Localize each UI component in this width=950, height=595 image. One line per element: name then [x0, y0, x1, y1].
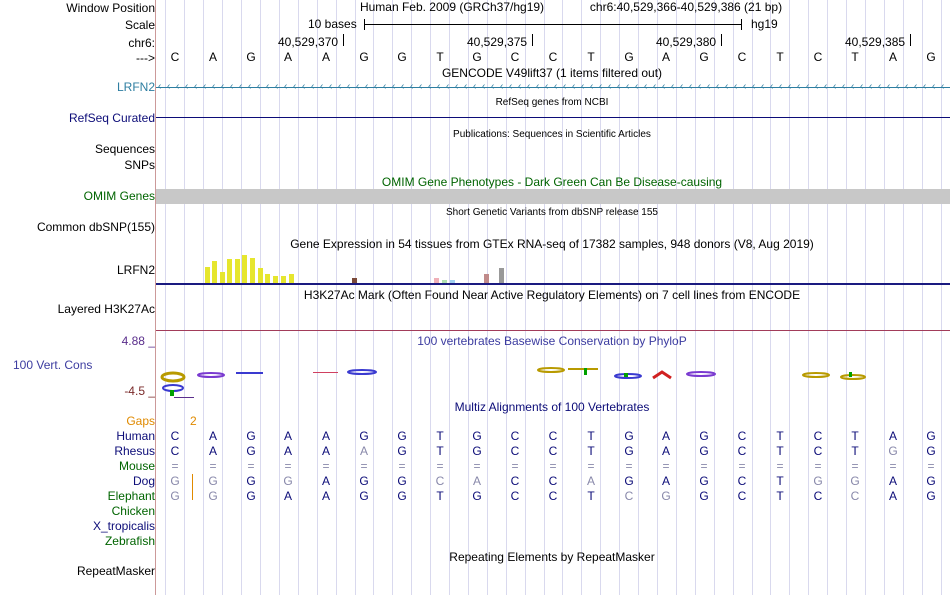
alignment-base-dog: C	[435, 474, 445, 488]
base-letter: G	[397, 50, 407, 64]
gtex-tissue-bar	[434, 278, 439, 283]
track-label-h3k27ac[interactable]: Layered H3K27Ac	[57, 302, 155, 316]
phylop-baseline	[174, 397, 194, 398]
strand-chevron: ‹	[653, 81, 657, 92]
alignment-base-human: G	[246, 429, 256, 443]
gtex-tissue-bar	[250, 258, 255, 283]
track-area	[156, 0, 950, 595]
alignment-base-rhesus: C	[170, 444, 180, 458]
track-label-gaps[interactable]: Gaps	[126, 414, 155, 428]
strand-chevron: ‹	[716, 81, 720, 92]
gtex-tissue-bar	[352, 278, 357, 283]
track-labels	[0, 0, 155, 595]
alignment-base-elephant: G	[397, 489, 407, 503]
alignment-base-human: A	[321, 429, 330, 443]
alignment-base-human: C	[813, 429, 823, 443]
alignment-base-elephant: C	[850, 489, 860, 503]
strand-chevron: ‹	[824, 81, 828, 92]
alignment-base-human: A	[208, 429, 217, 443]
strand-chevron: ‹	[554, 81, 558, 92]
alignment-base-elephant: G	[472, 489, 482, 503]
alignment-base-dog: G	[699, 474, 709, 488]
strand-chevron: ‹	[734, 81, 738, 92]
alignment-base-elephant: T	[436, 489, 444, 503]
gap-marker	[192, 474, 193, 500]
alignment-base-dog: G	[624, 474, 634, 488]
alignment-base-rhesus: G	[888, 444, 898, 458]
track-label-lrfn2-gencode[interactable]: LRFN2	[116, 80, 155, 94]
alignment-base-elephant: G	[208, 489, 218, 503]
coord-1: 40,529,370	[278, 35, 339, 49]
strand-chevron: ‹	[878, 81, 882, 92]
track-label-arrow[interactable]: --->	[136, 51, 155, 65]
alignment-base-human: T	[587, 429, 595, 443]
alignment-base-mouse: =	[776, 459, 784, 473]
strand-chevron: ‹	[743, 81, 747, 92]
strand-chevron: ‹	[338, 81, 342, 92]
alignment-base-human: G	[472, 429, 482, 443]
gtex-tissue-bar	[442, 280, 447, 283]
alignment-base-elephant: C	[737, 489, 747, 503]
alignment-base-dog: G	[170, 474, 180, 488]
coord-3: 40,529,380	[656, 35, 717, 49]
alignment-base-human: A	[283, 429, 292, 443]
alignment-base-human: T	[436, 429, 444, 443]
alignment-base-mouse: =	[247, 459, 255, 473]
track-label-human[interactable]: Human	[116, 429, 155, 443]
base-letter: A	[283, 50, 292, 64]
alignment-base-elephant: C	[813, 489, 823, 503]
gtex-tissue-bar	[273, 276, 278, 283]
scale-text: 10 bases	[308, 17, 357, 31]
alignment-base-human: G	[699, 429, 709, 443]
alignment-base-dog: G	[359, 474, 369, 488]
alignment-base-mouse: =	[209, 459, 217, 473]
alignment-base-elephant: T	[587, 489, 595, 503]
strand-chevron: ‹	[671, 81, 675, 92]
gtex-tissue-bar	[450, 280, 455, 283]
gtex-tissue-bar	[235, 259, 240, 283]
alignment-base-dog: G	[208, 474, 218, 488]
strand-chevron: ‹	[680, 81, 684, 92]
alignment-base-dog: A	[661, 474, 670, 488]
track-label-chicken[interactable]: Chicken	[111, 504, 155, 518]
alignment-base-elephant: A	[283, 489, 292, 503]
alignment-base-rhesus: C	[548, 444, 558, 458]
strand-chevron: ‹	[608, 81, 612, 92]
h3k27ac-signal-line[interactable]	[156, 330, 950, 331]
dbsnp-title: Short Genetic Variants from dbSNP release 155	[446, 207, 658, 218]
base-letter: T	[851, 50, 859, 64]
track-label-dbsnp[interactable]: Common dbSNP(155)	[36, 220, 155, 234]
track-label-mouse[interactable]: Mouse	[118, 459, 155, 473]
alignment-base-rhesus: G	[624, 444, 634, 458]
alignment-base-elephant: C	[510, 489, 520, 503]
alignment-base-dog: A	[888, 474, 897, 488]
alignment-base-dog: A	[472, 474, 481, 488]
strand-chevron: ‹	[869, 81, 873, 92]
strand-chevron: ‹	[239, 81, 243, 92]
strand-chevron: ‹	[932, 81, 936, 92]
alignment-base-dog: A	[586, 474, 595, 488]
strand-chevron: ‹	[572, 81, 576, 92]
alignment-base-rhesus: A	[208, 444, 217, 458]
gtex-tissue-bar	[205, 267, 210, 283]
alignment-base-elephant: G	[926, 489, 936, 503]
strand-chevron: ‹	[248, 81, 252, 92]
strand-chevron: ‹	[626, 81, 630, 92]
alignment-base-elephant: G	[661, 489, 671, 503]
h3k27ac-title: H3K27Ac Mark (Often Found Near Active Regulatory Elements) on 7 cell lines from ENCODE	[303, 288, 801, 302]
gtex-tissue-bar	[265, 274, 270, 283]
strand-chevron: ‹	[518, 81, 522, 92]
alignment-base-human: T	[851, 429, 859, 443]
alignment-base-elephant: A	[888, 489, 897, 503]
alignment-base-human: A	[661, 429, 670, 443]
base-letter: G	[246, 50, 256, 64]
alignment-base-rhesus: T	[436, 444, 444, 458]
alignment-base-dog: C	[510, 474, 520, 488]
alignment-base-human: A	[888, 429, 897, 443]
strand-chevron: ‹	[851, 81, 855, 92]
alignment-base-mouse: =	[662, 459, 670, 473]
strand-chevron: ‹	[392, 81, 396, 92]
base-letter: G	[926, 50, 936, 64]
strand-chevron: ‹	[815, 81, 819, 92]
base-letter: G	[472, 50, 482, 64]
alignment-base-dog: C	[548, 474, 558, 488]
gtex-tissue-bar	[484, 274, 489, 283]
alignment-base-dog: G	[850, 474, 860, 488]
track-label-repeatmasker[interactable]: RepeatMasker	[76, 564, 155, 578]
strand-chevron: ‹	[203, 81, 207, 92]
strand-chevron: ‹	[266, 81, 270, 92]
alignment-base-mouse: =	[398, 459, 406, 473]
alignment-base-rhesus: C	[813, 444, 823, 458]
strand-chevron: ‹	[212, 81, 216, 92]
alignment-base-mouse: =	[851, 459, 859, 473]
strand-chevron: ‹	[887, 81, 891, 92]
strand-chevron: ‹	[833, 81, 837, 92]
alignment-base-rhesus: G	[699, 444, 709, 458]
alignment-base-dog: G	[813, 474, 823, 488]
alignment-base-mouse: =	[587, 459, 595, 473]
strand-chevron: ‹	[158, 81, 162, 92]
strand-chevron: ‹	[581, 81, 585, 92]
strand-chevron: ‹	[221, 81, 225, 92]
refseq-gene-line[interactable]	[156, 117, 950, 118]
strand-chevron: ‹	[437, 81, 441, 92]
base-letter: C	[813, 50, 823, 64]
alignment-base-mouse: =	[927, 459, 935, 473]
strand-chevron: ‹	[941, 81, 945, 92]
alignment-base-mouse: =	[700, 459, 708, 473]
track-label-window-position[interactable]: Window Position	[66, 1, 155, 15]
base-letter: A	[208, 50, 217, 64]
alignment-base-dog: G	[926, 474, 936, 488]
strand-chevron: ‹	[545, 81, 549, 92]
alignment-base-mouse: =	[511, 459, 519, 473]
alignment-base-mouse: =	[889, 459, 897, 473]
strand-chevron: ‹	[770, 81, 774, 92]
position-text: chr6:40,529,366-40,529,386 (21 bp)	[589, 0, 783, 14]
base-letter: C	[737, 50, 747, 64]
alignment-base-rhesus: T	[587, 444, 595, 458]
strand-chevron: ‹	[842, 81, 846, 92]
strand-chevron: ‹	[356, 81, 360, 92]
scale-bar-right-tick	[741, 19, 742, 30]
strand-chevron: ‹	[311, 81, 315, 92]
alignment-base-mouse: =	[625, 459, 633, 473]
gtex-tissue-bar	[220, 272, 225, 283]
alignment-base-rhesus: A	[359, 444, 368, 458]
coord-2: 40,529,375	[467, 35, 528, 49]
strand-chevron: ‹	[698, 81, 702, 92]
gtex-tissue-bar	[289, 274, 294, 283]
track-label-scale[interactable]: Scale	[124, 18, 155, 32]
strand-chevron: ‹	[707, 81, 711, 92]
alignment-base-dog: G	[283, 474, 293, 488]
base-letter: G	[624, 50, 634, 64]
alignment-base-human: T	[776, 429, 784, 443]
alignment-base-elephant: A	[321, 489, 330, 503]
alignment-base-mouse: =	[284, 459, 292, 473]
alignment-base-elephant: G	[170, 489, 180, 503]
alignment-base-human: G	[926, 429, 936, 443]
strand-chevron: ‹	[374, 81, 378, 92]
track-label-elephant[interactable]: Elephant	[107, 489, 155, 503]
strand-chevron: ‹	[401, 81, 405, 92]
strand-chevron: ‹	[482, 81, 486, 92]
strand-chevron: ‹	[797, 81, 801, 92]
alignment-base-mouse: =	[171, 459, 179, 473]
coord-4: 40,529,385	[845, 35, 906, 49]
gtex-tissue-bar	[499, 268, 504, 283]
strand-chevron: ‹	[446, 81, 450, 92]
strand-chevron: ‹	[806, 81, 810, 92]
strand-chevron: ‹	[419, 81, 423, 92]
alignment-base-dog: T	[776, 474, 784, 488]
strand-chevron: ‹	[194, 81, 198, 92]
strand-chevron: ‹	[725, 81, 729, 92]
strand-chevron: ‹	[905, 81, 909, 92]
omim-gene-bar[interactable]	[156, 189, 950, 204]
strand-chevron: ‹	[896, 81, 900, 92]
scale-db: hg19	[751, 17, 778, 31]
base-letter: A	[661, 50, 670, 64]
alignment-base-dog: A	[321, 474, 330, 488]
strand-chevron: ‹	[752, 81, 756, 92]
strand-chevron: ‹	[923, 81, 927, 92]
track-label-snps[interactable]: SNPs	[124, 158, 155, 172]
strand-chevron: ‹	[320, 81, 324, 92]
alignment-base-rhesus: A	[321, 444, 330, 458]
strand-chevron: ‹	[590, 81, 594, 92]
refseq-title: RefSeq genes from NCBI	[495, 97, 609, 108]
strand-chevron: ‹	[473, 81, 477, 92]
base-letter: G	[359, 50, 369, 64]
strand-chevron: ‹	[284, 81, 288, 92]
base-letter: T	[587, 50, 595, 64]
alignment-base-human: C	[548, 429, 558, 443]
strand-chevron: ‹	[329, 81, 333, 92]
strand-chevron: ‹	[185, 81, 189, 92]
repeatmasker-title: Repeating Elements by RepeatMasker	[449, 550, 655, 564]
alignment-base-elephant: T	[776, 489, 784, 503]
strand-chevron: ‹	[644, 81, 648, 92]
gtex-title: Gene Expression in 54 tissues from GTEx RNA-seq of 17382 samples, 948 donors (V8, Aug 2019)	[290, 237, 814, 251]
gtex-tissue-bar	[242, 255, 247, 283]
gap-count: 2	[190, 414, 197, 428]
alignment-base-human: G	[359, 429, 369, 443]
track-label-cons-min[interactable]: -4.5 _	[124, 384, 155, 398]
strand-chevron: ‹	[662, 81, 666, 92]
base-letter: T	[436, 50, 444, 64]
strand-chevron: ‹	[302, 81, 306, 92]
track-label-sequences[interactable]: Sequences	[94, 142, 155, 156]
strand-chevron: ‹	[410, 81, 414, 92]
strand-chevron: ‹	[257, 81, 261, 92]
alignment-base-rhesus: T	[851, 444, 859, 458]
base-letter: G	[699, 50, 709, 64]
alignment-base-human: G	[624, 429, 634, 443]
track-label-cons-max[interactable]: 4.88 _	[121, 334, 155, 348]
base-letter: C	[548, 50, 558, 64]
gtex-bar-chart[interactable]	[156, 250, 950, 286]
alignment-base-rhesus: G	[246, 444, 256, 458]
alignment-base-dog: G	[246, 474, 256, 488]
alignment-base-elephant: G	[359, 489, 369, 503]
track-label-dog[interactable]: Dog	[132, 474, 155, 488]
alignment-base-mouse: =	[738, 459, 746, 473]
gtex-tissue-bar	[281, 276, 286, 283]
coord-tick-1	[343, 34, 344, 46]
phylop-logo-plot[interactable]	[156, 366, 950, 400]
alignment-base-mouse: =	[549, 459, 557, 473]
scale-bar	[364, 24, 742, 25]
coord-tick-2	[532, 34, 533, 46]
alignment-base-rhesus: G	[472, 444, 482, 458]
alignment-base-rhesus: A	[661, 444, 670, 458]
strand-chevron: ‹	[293, 81, 297, 92]
strand-chevron: ‹	[599, 81, 603, 92]
track-label-lrfn2-gtex[interactable]: LRFN2	[116, 263, 155, 277]
base-letter: A	[321, 50, 330, 64]
gtex-tissue-bar	[212, 261, 217, 283]
alignment-base-rhesus: G	[397, 444, 407, 458]
alignment-base-rhesus: G	[926, 444, 936, 458]
alignment-base-mouse: =	[473, 459, 481, 473]
alignment-base-rhesus: T	[776, 444, 784, 458]
strand-chevron: ‹	[761, 81, 765, 92]
strand-chevron: ‹	[365, 81, 369, 92]
strand-chevron: ‹	[860, 81, 864, 92]
strand-chevron: ‹	[464, 81, 468, 92]
strand-chevron: ‹	[500, 81, 504, 92]
track-label-omim[interactable]: OMIM Genes	[83, 189, 155, 203]
strand-chevron: ‹	[914, 81, 918, 92]
alignment-base-dog: G	[397, 474, 407, 488]
alignment-base-elephant: C	[624, 489, 634, 503]
strand-chevron: ‹	[635, 81, 639, 92]
alignment-base-human: C	[510, 429, 520, 443]
gencode-title: GENCODE V49lift37 (1 items filtered out)	[441, 66, 663, 80]
alignment-base-dog: C	[737, 474, 747, 488]
strand-chevron: ‹	[383, 81, 387, 92]
alignment-base-mouse: =	[436, 459, 444, 473]
strand-chevron: ‹	[176, 81, 180, 92]
strand-chevron: ‹	[347, 81, 351, 92]
track-label-chr[interactable]: chr6:	[128, 36, 155, 50]
alignment-base-elephant: C	[548, 489, 558, 503]
base-letter: C	[170, 50, 180, 64]
alignment-base-elephant: G	[246, 489, 256, 503]
base-letter: A	[888, 50, 897, 64]
alignment-base-mouse: =	[322, 459, 330, 473]
strand-chevron: ‹	[563, 81, 567, 92]
gtex-tissue-bar	[258, 268, 263, 283]
alignment-base-rhesus: C	[510, 444, 520, 458]
strand-chevron: ‹	[167, 81, 171, 92]
strand-chevron: ‹	[536, 81, 540, 92]
strand-chevron: ‹	[491, 81, 495, 92]
track-label-rhesus[interactable]: Rhesus	[114, 444, 155, 458]
multiz-title: Multiz Alignments of 100 Vertebrates	[454, 400, 650, 414]
strand-chevron: ‹	[779, 81, 783, 92]
strand-chevron: ‹	[788, 81, 792, 92]
coord-tick-4	[910, 34, 911, 46]
track-label-refseq[interactable]: RefSeq Curated	[68, 111, 155, 125]
alignment-base-human: C	[170, 429, 180, 443]
omim-title: OMIM Gene Phenotypes - Dark Green Can Be Disease-causing	[381, 175, 723, 189]
alignment-base-human: G	[397, 429, 407, 443]
alignment-base-human: C	[737, 429, 747, 443]
strand-chevron: ‹	[617, 81, 621, 92]
assembly-text: Human Feb. 2009 (GRCh37/hg19)	[359, 0, 545, 14]
track-label-vert-cons[interactable]: 100 Vert. Cons	[13, 358, 93, 372]
coord-tick-3	[721, 34, 722, 46]
strand-chevron: ‹	[509, 81, 513, 92]
gtex-tissue-bar	[227, 259, 232, 283]
alignment-base-rhesus: C	[737, 444, 747, 458]
base-letter: T	[776, 50, 784, 64]
base-letter: C	[510, 50, 520, 64]
alignment-base-mouse: =	[360, 459, 368, 473]
alignment-base-rhesus: A	[283, 444, 292, 458]
strand-chevron: ‹	[428, 81, 432, 92]
strand-chevron: ‹	[455, 81, 459, 92]
alignment-base-elephant: G	[699, 489, 709, 503]
strand-chevron: ‹	[230, 81, 234, 92]
track-label-x-tropicalis[interactable]: X_tropicalis	[92, 519, 155, 533]
track-label-zebrafish[interactable]: Zebrafish	[104, 534, 155, 548]
strand-chevron: ‹	[275, 81, 279, 92]
scale-bar-left-tick	[364, 19, 365, 30]
strand-chevron: ‹	[527, 81, 531, 92]
publications-title: Publications: Sequences in Scientific Articles	[453, 129, 651, 140]
phylop-title: 100 vertebrates Basewise Conservation by PhyloP	[417, 334, 687, 348]
strand-chevron: ‹	[689, 81, 693, 92]
alignment-base-mouse: =	[814, 459, 822, 473]
